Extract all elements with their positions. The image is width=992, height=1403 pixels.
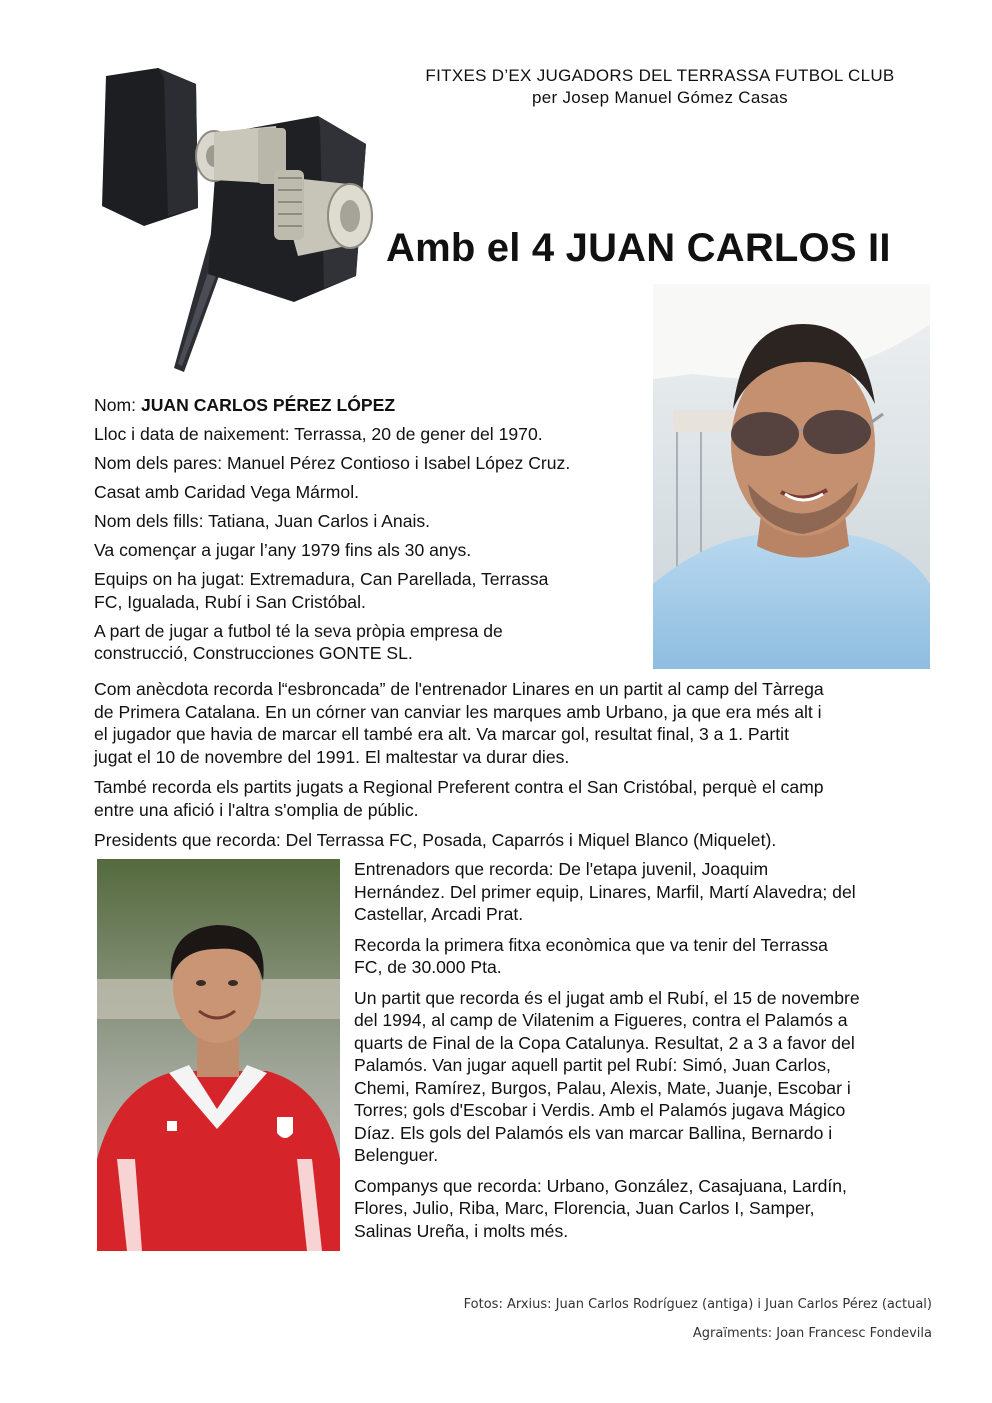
recent-portrait-photo (653, 284, 930, 669)
anecdote-line-3: el jugador que havia de marcar ell també era alt. Va marcar gol, resultat final, 3 a 1. Partit (94, 724, 789, 744)
anecdote-line-2: de Primera Catalana. En un córner van canviar les marques amb Urbano, ja que era més alt i (94, 701, 822, 722)
coaches-line-3: Castellar, Arcadi Prat. (354, 904, 524, 924)
teams-line-2: FC, Igualada, Rubí i San Cristóbal. (94, 591, 366, 612)
business-line-1: A part de jugar a futbol té la seva pròpia empresa de (94, 620, 503, 641)
teammates-line-2: Flores, Julio, Riba, Marc, Florencia, Juan Carlos I, Samper, (354, 1198, 815, 1218)
birth-line: Lloc i data de naixement: Terrassa, 20 de gener del 1970. (94, 424, 543, 444)
match-line-7: Díaz. Els gols del Palamós els van marcar Ballina, Bernardo i (354, 1122, 833, 1143)
name-label: Nom: (94, 395, 137, 415)
player-name: JUAN CARLOS PÉREZ LÓPEZ (140, 395, 396, 415)
coaches-line-1: Entrenadors que recorda: De l'etapa juvenil, Joaquim (354, 859, 769, 879)
teammates-line-3: Salinas Ureña, i molts més. (354, 1220, 569, 1241)
stadium-loudspeaker-icon (98, 66, 373, 372)
teams-line-1: Equips on ha jugat: Extremadura, Can Parellada, Terrassa (94, 569, 549, 589)
anecdote-line-1: Com anècdota recorda l“esbroncada” de l'entrenador Linares en un partit al camp del Tàrrega (94, 679, 824, 699)
anecdote-line-4: jugat el 10 de novembre del 1991. El maltestar va durar dies. (94, 746, 570, 767)
match-line-2: del 1994, al camp de Vilatenim a Figueres, contra el Palamós a (354, 1010, 848, 1030)
children-line: Nom dels fills: Tatiana, Juan Carlos i Anais. (94, 511, 431, 531)
presidents-line: Presidents que recorda: Del Terrassa FC, Posada, Caparrós i Miquel Blanco (Miquelet). (94, 830, 777, 850)
coaches-line-2: Hernández. Del primer equip, Linares, Marfil, Martí Alavedra; del (354, 881, 856, 902)
career-start-line: Va començar a jugar l’any 1979 fins als 30 anys. (94, 540, 472, 560)
business-line-2: construcció, Construcciones GONTE SL. (94, 643, 413, 663)
match-line-6: Torres; gols d'Escobar i Verdis. Amb el Palamós jugava Mágico (354, 1100, 846, 1120)
contract-line-1: Recorda la primera fitxa econòmica que va tenir del Terrassa (354, 934, 828, 955)
name-line (94, 394, 654, 417)
regional-line-1: També recorda els partits jugats a Regional Preferent contra el San Cristóbal, perquè el camp (94, 777, 824, 797)
match-line-3: quarts de Final de la Copa Catalunya. Resultat, 2 a 3 a favor del (354, 1032, 855, 1053)
match-line-4: Palamós. Van jugar aquell partit pel Rubí: Simó, Juan Carlos, (354, 1055, 831, 1075)
match-line-5: Chemi, Ramírez, Burgos, Palau, Alexis, Mate, Juanje, Escobar i (354, 1077, 851, 1098)
acknowledgements: Agraïments: Joan Francesc Fondevila (692, 1326, 932, 1341)
photo-credits: Fotos: Arxius: Juan Carlos Rodríguez (antiga) i Juan Carlos Pérez (actual) (463, 1297, 932, 1312)
match-line-1: Un partit que recorda és el jugat amb el Rubí, el 15 de novembre (354, 987, 860, 1008)
page-title: Amb el 4 JUAN CARLOS II (386, 226, 891, 270)
match-line-8: Belenguer. (354, 1145, 439, 1165)
vintage-team-photo (97, 859, 340, 1251)
spouse-line: Casat amb Caridad Vega Mármol. (94, 482, 360, 502)
author-line: per Josep Manuel Gómez Casas (532, 88, 788, 107)
series-title: FITXES D’EX JUGADORS DEL TERRASSA FUTBOL CLUB (425, 66, 895, 85)
regional-line-2: entre una afició i l'altra s'omplia de públic. (94, 799, 419, 820)
teammates-line-1: Companys que recorda: Urbano, González, Casajuana, Lardín, (354, 1175, 847, 1196)
parents-line: Nom dels pares: Manuel Pérez Contioso i Isabel López Cruz. (94, 453, 571, 473)
contract-line-2: FC, de 30.000 Pta. (354, 957, 502, 977)
